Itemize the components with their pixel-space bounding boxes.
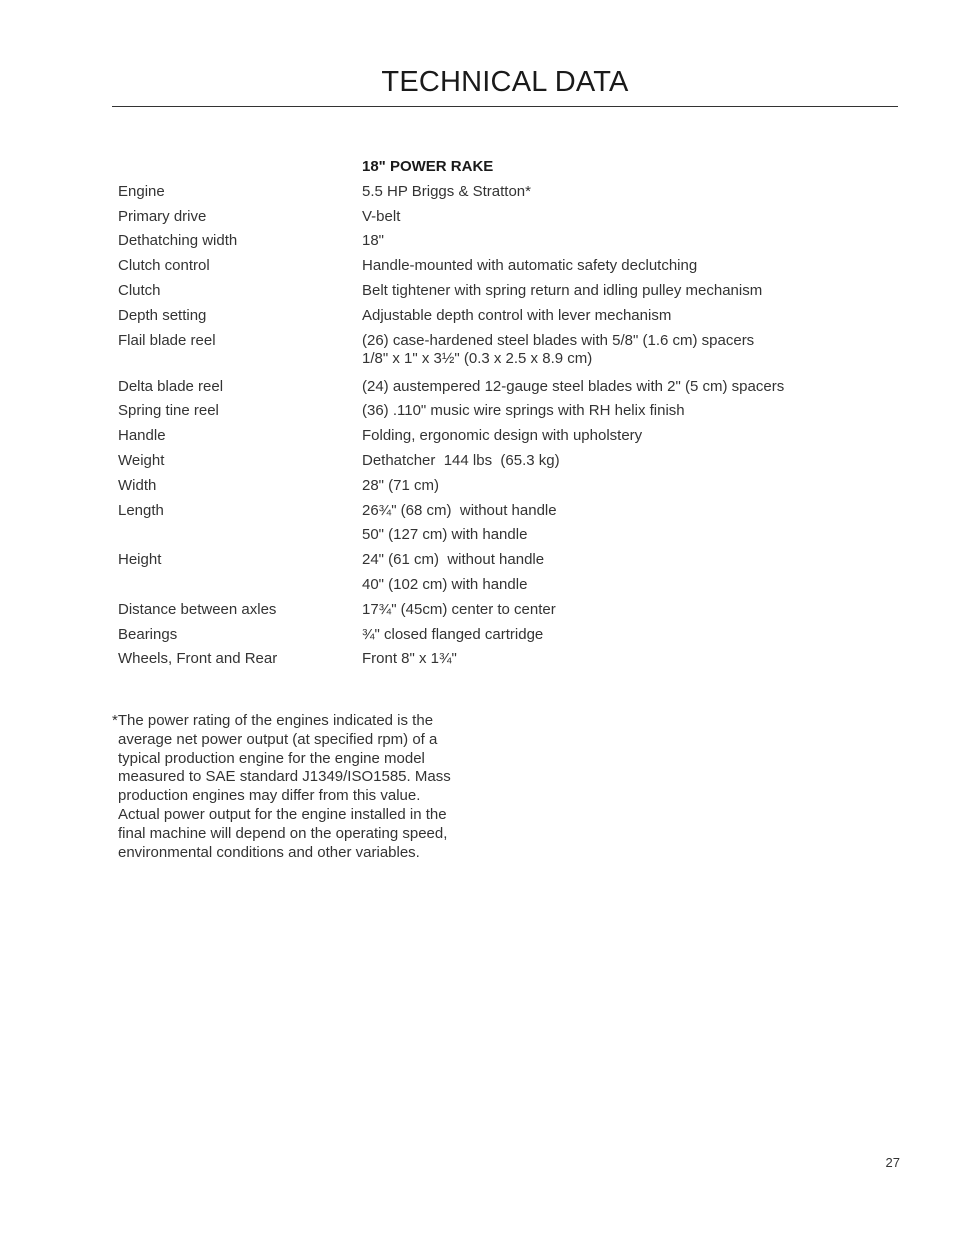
spec-label: Length (118, 501, 164, 519)
spec-row-wheels (118, 647, 898, 672)
spec-value-multiline (362, 329, 898, 375)
spec-label: Engine (118, 182, 165, 200)
footnote-line: Actual power output for the engine installed in the (118, 805, 447, 823)
spec-value: Belt tightener with spring return and idling pulley mechanism (362, 281, 763, 299)
spec-table (118, 155, 898, 672)
spec-row-length-with-handle (118, 523, 898, 548)
page-number: 27 (885, 1155, 900, 1170)
spec-value: Folding, ergonomic design with upholstery (362, 427, 643, 445)
spec-row-engine (118, 180, 898, 205)
spec-value: (36) .110" music wire springs with RH helix finish (362, 402, 685, 420)
footnote-line: environmental conditions and other variables. (118, 843, 420, 861)
spec-label: Clutch (118, 281, 161, 299)
spec-value: 18" (362, 232, 385, 250)
footnote-line: *The power rating of the engines indicated is the (112, 712, 434, 729)
spec-label: Primary drive (118, 207, 207, 225)
footnote-line: average net power output (at specified rpm) of a (118, 730, 438, 748)
spec-value: Adjustable depth control with lever mechanism (362, 306, 672, 324)
spec-label: Distance between axles (118, 600, 277, 618)
spec-heading-row (118, 155, 898, 180)
footnote-line: production engines may differ from this value. (118, 787, 421, 805)
spec-label: Dethatching width (118, 232, 238, 250)
spec-row-weight (118, 449, 898, 474)
spec-row-height-with-handle (118, 573, 898, 598)
spec-label: Height (118, 551, 162, 569)
footnote-line: typical production engine for the engine model (118, 749, 425, 767)
spec-row-clutch-control (118, 254, 898, 279)
spec-value: 50" (127 cm) with handle (362, 526, 528, 544)
spec-row-bearings (118, 623, 898, 648)
spec-label: Depth setting (118, 306, 207, 324)
spec-label: Handle (118, 427, 166, 445)
spec-row-handle (118, 424, 898, 449)
spec-row-length (118, 499, 898, 524)
product-heading: 18" POWER RAKE (362, 158, 494, 175)
spec-row-dethatching-width (118, 229, 898, 254)
engine-power-footnote (112, 712, 482, 862)
spec-label (118, 573, 362, 598)
page-title: TECHNICAL DATA (381, 66, 629, 98)
footnote-line: final machine will depend on the operating speed, (118, 824, 448, 842)
spec-value: ¾" closed flanged cartridge (362, 625, 544, 643)
spec-label: Width (118, 476, 157, 494)
spec-row-clutch (118, 279, 898, 304)
spec-value: 40" (102 cm) with handle (362, 575, 528, 593)
spec-label: Wheels, Front and Rear (118, 650, 278, 668)
spec-value: Front 8" x 1¾" (362, 650, 457, 668)
spec-label: Delta blade reel (118, 377, 224, 395)
spec-label: Flail blade reel (118, 331, 216, 349)
spec-value: (24) austempered 12-gauge steel blades with 2" (5 cm) spacers (362, 377, 785, 395)
spec-value-line-1: (26) case-hardened steel blades with 5/8" (1.6 cm) spacers (362, 331, 755, 349)
spec-value: 5.5 HP Briggs & Stratton* (362, 182, 531, 200)
spec-row-spring-tine-reel (118, 399, 898, 424)
spec-value: 24" (61 cm) without handle (362, 551, 545, 569)
spec-label (118, 523, 362, 548)
spec-label: Spring tine reel (118, 402, 219, 420)
spec-label: Clutch control (118, 257, 210, 275)
spec-value: 17¾" (45cm) center to center (362, 600, 556, 618)
spec-value: 28" (71 cm) (362, 476, 440, 494)
spec-row-distance-between-axles (118, 598, 898, 623)
spec-value: 26¾" (68 cm) without handle (362, 501, 557, 519)
spec-value: Dethatcher 144 lbs (65.3 kg) (362, 451, 560, 469)
spec-heading-spacer (118, 155, 362, 180)
spec-row-flail-blade-reel (118, 329, 898, 375)
spec-row-primary-drive (118, 205, 898, 230)
spec-row-height (118, 548, 898, 573)
spec-row-width (118, 474, 898, 499)
spec-row-delta-blade-reel (118, 375, 898, 400)
spec-label: Weight (118, 451, 165, 469)
spec-value: Handle-mounted with automatic safety declutching (362, 257, 698, 275)
spec-row-depth-setting (118, 304, 898, 329)
spec-value-line-2: 1/8" x 1" x 3½" (0.3 x 2.5 x 8.9 cm) (362, 349, 593, 367)
footnote-line: measured to SAE standard J1349/ISO1585. Mass (118, 768, 451, 786)
title-divider (112, 106, 898, 107)
spec-value: V-belt (362, 207, 401, 225)
spec-label: Bearings (118, 625, 178, 643)
